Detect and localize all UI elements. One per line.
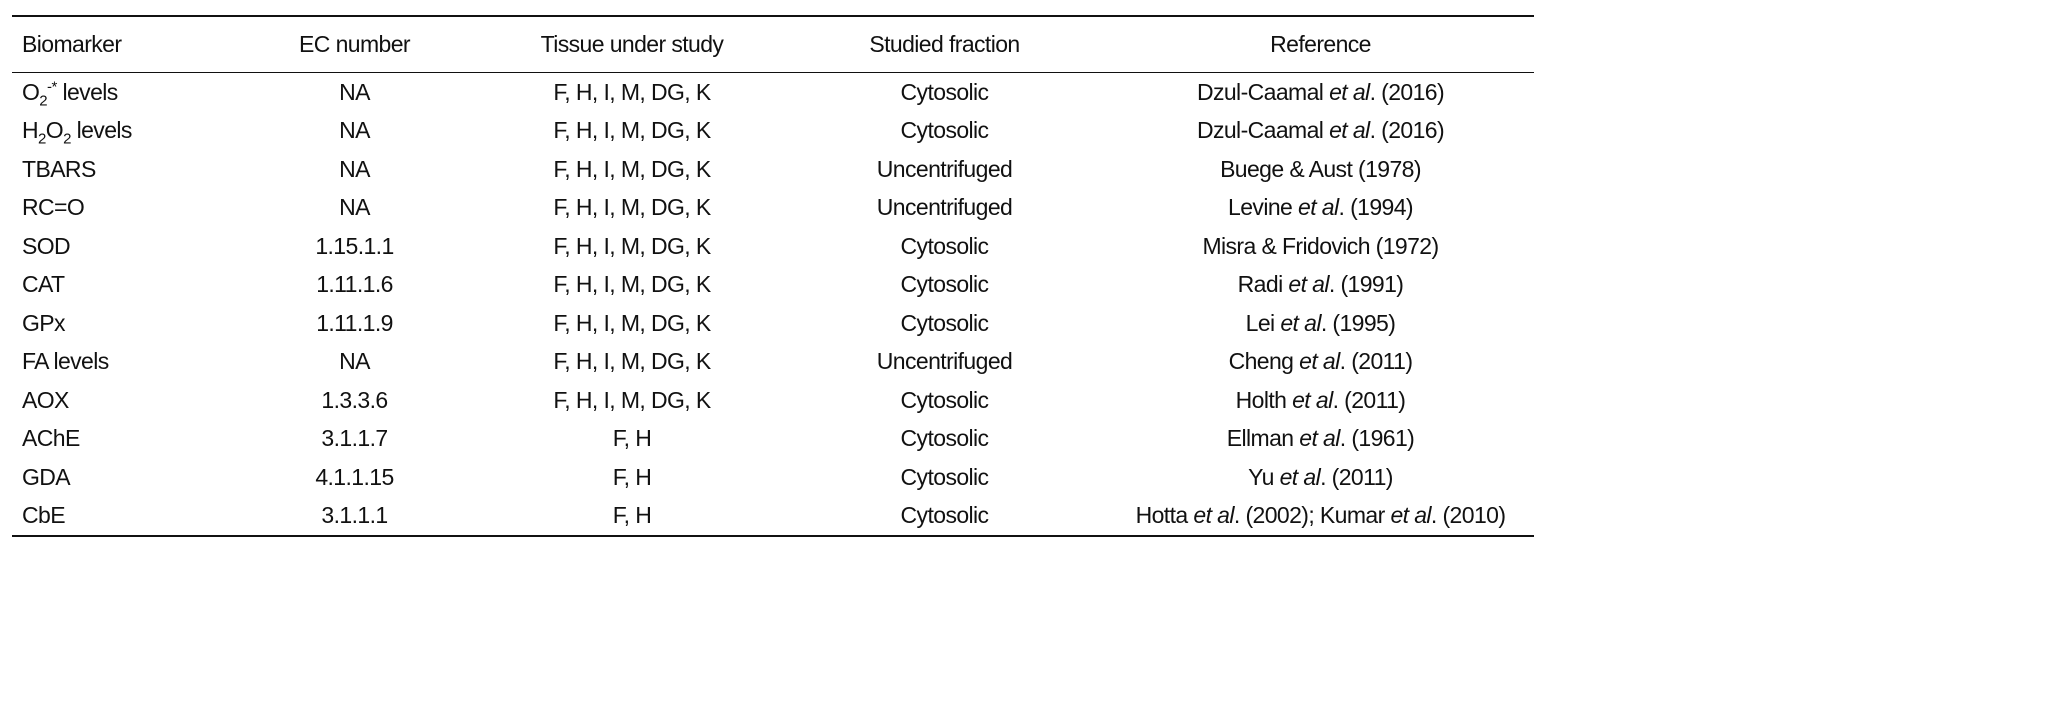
- cell-ec-number: NA: [339, 194, 370, 221]
- cell-tissue: F, H, I, M, DG, K: [553, 117, 711, 144]
- table-row: [12, 458, 1534, 497]
- reference-italic: et al: [1193, 502, 1234, 529]
- biomarker-table: [12, 15, 1534, 537]
- biomarker-subscript: 2: [39, 92, 48, 110]
- cell-fraction: Cytosolic: [900, 78, 989, 105]
- cell-tissue: F, H, I, M, DG, K: [553, 194, 711, 221]
- cell-reference: [1107, 150, 1534, 189]
- reference-text: Lei: [1245, 309, 1281, 336]
- cell-tissue: F, H: [612, 425, 652, 452]
- cell-reference: [1107, 304, 1534, 343]
- reference-text: . (1991): [1328, 271, 1404, 298]
- reference-text: Ellman: [1226, 425, 1300, 452]
- biomarker-text: TBARS: [22, 155, 96, 182]
- table-row: [12, 227, 1534, 266]
- cell-biomarker: [12, 189, 227, 228]
- cell-tissue: F, H: [612, 463, 652, 490]
- biomarker-text: CbE: [22, 502, 65, 529]
- cell-reference: [1107, 73, 1534, 112]
- cell-tissue: F, H, I, M, DG, K: [553, 271, 711, 298]
- table-row: [12, 189, 1534, 228]
- reference-text: Dzul-Caamal: [1196, 78, 1330, 105]
- reference-text: . (2016): [1369, 117, 1445, 144]
- table-row: [12, 420, 1534, 459]
- cell-ec-number: 1.11.1.9: [316, 309, 393, 336]
- biomarker-text: RC=O: [22, 194, 85, 221]
- table-body: [12, 73, 1534, 537]
- cell-reference: [1107, 227, 1534, 266]
- cell-reference: [1107, 112, 1534, 151]
- table-row: [12, 112, 1534, 151]
- cell-ec-number: NA: [339, 155, 370, 182]
- reference-italic: et al: [1299, 348, 1340, 375]
- cell-biomarker: [12, 458, 227, 497]
- reference-text: Holth: [1235, 386, 1293, 413]
- cell-reference: [1107, 343, 1534, 382]
- reference-text: Cheng: [1228, 348, 1300, 375]
- cell-fraction: Uncentrifuged: [876, 194, 1013, 221]
- cell-biomarker: [12, 381, 227, 420]
- biomarker-text: GDA: [22, 463, 71, 490]
- cell-reference: [1107, 266, 1534, 305]
- cell-ec-number: 1.15.1.1: [315, 232, 394, 259]
- cell-fraction: Cytosolic: [900, 117, 989, 144]
- cell-reference: [1107, 381, 1534, 420]
- header-row: [12, 16, 1534, 73]
- reference-italic: et al: [1329, 117, 1370, 144]
- cell-ec-number: NA: [339, 348, 370, 375]
- reference-text: . (2010): [1430, 502, 1506, 529]
- biomarker-superscript: -*: [47, 78, 57, 96]
- reference-text: Hotta: [1135, 502, 1194, 529]
- cell-fraction: Cytosolic: [900, 232, 989, 259]
- reference-text: Yu: [1248, 463, 1280, 490]
- reference-italic: et al: [1292, 386, 1333, 413]
- reference-text: . (2011): [1332, 386, 1406, 413]
- cell-ec-number: NA: [339, 78, 370, 105]
- reference-text: Radi: [1237, 271, 1289, 298]
- biomarker-text: H: [22, 117, 39, 144]
- reference-italic: et al: [1299, 425, 1340, 452]
- table-row: [12, 343, 1534, 382]
- reference-italic: et al: [1280, 309, 1321, 336]
- table-row: [12, 497, 1534, 537]
- cell-fraction: Uncentrifuged: [876, 155, 1013, 182]
- reference-text: . (1995): [1320, 309, 1396, 336]
- cell-tissue: F, H, I, M, DG, K: [553, 348, 711, 375]
- header-ec-number: EC number: [299, 31, 410, 57]
- biomarker-text: CAT: [22, 271, 65, 298]
- biomarker-table-container: [12, 15, 1534, 537]
- cell-tissue: F, H, I, M, DG, K: [553, 78, 711, 105]
- cell-ec-number: 3.1.1.7: [321, 425, 388, 452]
- biomarker-base: O: [22, 78, 40, 105]
- header-reference: Reference: [1270, 31, 1371, 57]
- cell-biomarker: [12, 497, 227, 537]
- cell-biomarker: [12, 73, 227, 112]
- cell-ec-number: 4.1.1.15: [315, 463, 394, 490]
- reference-italic: et al: [1279, 463, 1321, 490]
- reference-text: . (2002); Kumar: [1233, 502, 1391, 529]
- cell-ec-number: 3.1.1.1: [321, 502, 388, 529]
- table-row: [12, 304, 1534, 343]
- cell-tissue: F, H, I, M, DG, K: [553, 386, 711, 413]
- table-row: [12, 266, 1534, 305]
- cell-biomarker: [12, 304, 227, 343]
- cell-tissue: F, H: [612, 502, 652, 529]
- reference-text: Levine: [1228, 194, 1298, 221]
- cell-biomarker: [12, 266, 227, 305]
- cell-tissue: F, H, I, M, DG, K: [553, 309, 711, 336]
- cell-biomarker: [12, 420, 227, 459]
- reference-text: . (2011): [1320, 463, 1393, 490]
- reference-text: . (1994): [1338, 194, 1413, 221]
- cell-fraction: Cytosolic: [900, 425, 989, 452]
- cell-biomarker: [12, 227, 227, 266]
- reference-italic: et al: [1298, 194, 1339, 221]
- biomarker-text: AChE: [22, 425, 80, 452]
- cell-biomarker: [12, 112, 227, 151]
- cell-fraction: Cytosolic: [900, 309, 989, 336]
- cell-reference: [1107, 458, 1534, 497]
- cell-ec-number: NA: [339, 117, 370, 144]
- cell-tissue: F, H, I, M, DG, K: [553, 155, 711, 182]
- cell-reference: [1107, 497, 1534, 537]
- reference-italic: et al: [1329, 78, 1370, 105]
- reference-italic: et al: [1288, 271, 1329, 298]
- reference-text: Dzul-Caamal: [1196, 117, 1330, 144]
- biomarker-text: AOX: [22, 386, 69, 413]
- reference-text: Buege & Aust (1978): [1220, 155, 1421, 182]
- cell-tissue: F, H, I, M, DG, K: [553, 232, 711, 259]
- biomarker-tail: levels: [56, 78, 118, 105]
- biomarker-text: levels: [70, 117, 132, 144]
- cell-biomarker: [12, 343, 227, 382]
- cell-ec-number: 1.3.3.6: [321, 386, 388, 413]
- cell-fraction: Cytosolic: [900, 463, 989, 490]
- cell-ec-number: 1.11.1.6: [316, 271, 393, 298]
- biomarker-text: GPx: [22, 309, 65, 336]
- biomarker-text: O: [45, 117, 64, 144]
- cell-fraction: Uncentrifuged: [876, 348, 1013, 375]
- cell-fraction: Cytosolic: [900, 271, 989, 298]
- cell-fraction: Cytosolic: [900, 502, 989, 529]
- biomarker-text: SOD: [22, 232, 71, 259]
- reference-italic: et al: [1390, 502, 1431, 529]
- table-row: [12, 381, 1534, 420]
- reference-text: Misra & Fridovich (1972): [1202, 232, 1439, 259]
- cell-fraction: Cytosolic: [900, 386, 989, 413]
- cell-biomarker: [12, 150, 227, 189]
- table-row: [12, 150, 1534, 189]
- reference-text: . (2011): [1339, 348, 1413, 375]
- reference-text: . (1961): [1339, 425, 1415, 452]
- cell-reference: [1107, 420, 1534, 459]
- table-header: [12, 16, 1534, 73]
- header-fraction: Studied fraction: [869, 31, 1020, 57]
- cell-reference: [1107, 189, 1534, 228]
- biomarker-subscript: 2: [38, 130, 46, 148]
- header-tissue: Tissue under study: [540, 31, 724, 57]
- biomarker-subscript: 2: [63, 130, 71, 148]
- table-row: [12, 73, 1534, 112]
- biomarker-text: FA levels: [22, 348, 109, 375]
- reference-text: . (2016): [1369, 78, 1445, 105]
- header-biomarker: Biomarker: [22, 31, 122, 57]
